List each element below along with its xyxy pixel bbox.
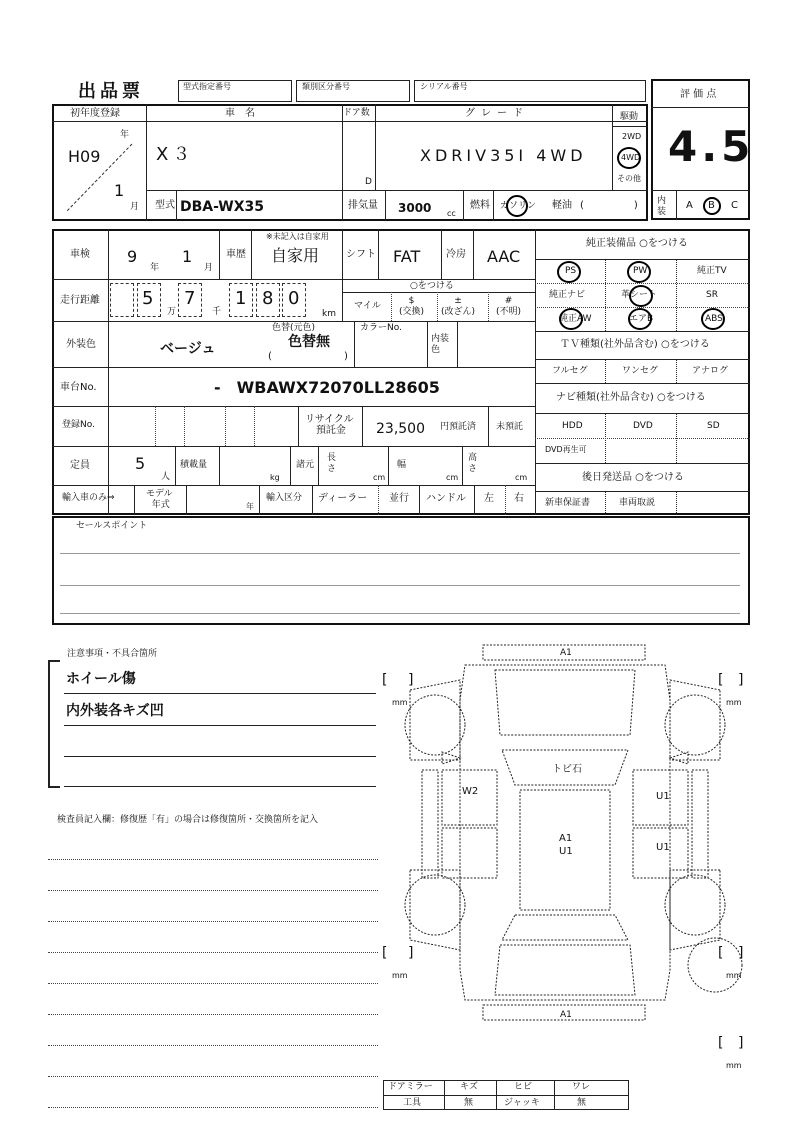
first-reg-year-unit: 年 — [120, 130, 130, 140]
notes-bracket — [48, 660, 60, 788]
legend-r2-c3: ジャッキ — [504, 1098, 540, 1108]
dims-length: 長 さ — [327, 453, 337, 474]
dealer-label: ディーラー — [318, 493, 368, 504]
navi-sd: SD — [707, 421, 720, 431]
reg-no-label: 登録No. — [62, 420, 95, 430]
interior-grade-c: C — [731, 200, 738, 211]
doors-unit: D — [365, 177, 372, 187]
doors-label: ドア数 — [343, 108, 370, 118]
meter-unknown: # (不明) — [496, 296, 522, 317]
drive-label: 駆動 — [620, 112, 639, 122]
ac-label: 冷房 — [446, 249, 466, 260]
interior-grade-selected-circle — [703, 197, 721, 215]
equip-sr: SR — [706, 290, 718, 300]
dvd-play: DVD再生可 — [545, 445, 587, 454]
load-label: 積載量 — [180, 460, 208, 470]
capacity-label: 定員 — [70, 460, 90, 471]
inspection-month: 1 — [182, 247, 193, 266]
import-only-label: 輸入車のみ⇒ — [62, 493, 115, 503]
fuel-label: 燃料 — [470, 200, 490, 211]
meter-mile: マイル — [354, 301, 381, 311]
mark-rear-bumper: A1 — [560, 1010, 572, 1020]
mark-front-bumper: A1 — [560, 648, 572, 658]
model-value: DBA-WX35 — [180, 199, 265, 215]
later-warranty: 新車保証書 — [545, 498, 591, 508]
equip-tv: 純正TV — [697, 266, 727, 276]
capacity-value: 5 — [135, 454, 146, 473]
history-note: ※未記入は自家用 — [266, 232, 329, 241]
mileage-digit-1: 5 — [142, 288, 154, 309]
drive-2wd: 2WD — [622, 132, 642, 141]
model-label: 型式 — [155, 200, 175, 211]
sales-point-box — [52, 516, 750, 625]
dims-length-cm: cm — [373, 473, 386, 482]
import-class-label: 輸入区分 — [266, 493, 303, 503]
legend-r1-c3: ヒビ — [514, 1082, 533, 1092]
rating-label: 評 価 点 — [680, 89, 717, 100]
class-label: 類別区分番号 — [302, 82, 350, 91]
first-reg-slash — [62, 140, 136, 216]
notes-line-2: 内外装各キズ凹 — [66, 703, 164, 719]
equip-ps: PS — [565, 266, 577, 276]
mileage-digit-4: 8 — [262, 288, 274, 309]
tv-title: ＴＶ種類(社外品含む) ○をつける — [560, 339, 710, 350]
mileage-digit-5: 0 — [288, 288, 300, 309]
meter-note: ○をつける — [410, 281, 454, 291]
car-name: X３ — [156, 144, 195, 165]
interior-grade-a: A — [686, 200, 693, 211]
tv-fullseg: フルセグ — [552, 366, 588, 376]
recycle-label: リサイクル 預託金 — [305, 414, 354, 436]
navi-dvd: DVD — [633, 421, 653, 431]
color-label: 外装色 — [66, 339, 96, 350]
model-year-unit: 年 — [246, 502, 254, 511]
history-value: 自家用 — [271, 246, 320, 265]
fuel-gasoline: ガソリン — [500, 201, 537, 211]
mark-right-rear-door: U1 — [656, 842, 670, 853]
shift-label: シフト — [346, 249, 376, 260]
color-value: ベージュ — [160, 341, 216, 357]
drive-4wd: 4WD — [621, 153, 641, 162]
legend-r2-c1: 工具 — [403, 1098, 422, 1108]
chassis-label: 車台No. — [60, 382, 97, 393]
mileage-digit-2: 7 — [184, 288, 196, 309]
displacement-label: 排気量 — [348, 200, 378, 211]
displacement-value: 3000 — [398, 201, 432, 215]
interior-grade-b: B — [708, 200, 715, 211]
legend-r1-c2: キズ — [460, 1082, 478, 1092]
equip-leather: 革シート — [621, 290, 658, 300]
dims-height: 高 さ — [468, 453, 478, 474]
tv-oneseg: ワンセグ — [622, 366, 659, 376]
drive-other: その他 — [617, 174, 641, 183]
notes-line-1: ホイール傷 — [66, 671, 136, 687]
dims-label: 諸元 — [296, 460, 315, 470]
navi-hdd: HDD — [562, 421, 583, 431]
mm-spare: mm — [726, 1061, 742, 1070]
legend-r1-c1: ドアミラー — [388, 1082, 433, 1092]
mark-roof: A1 U1 — [559, 833, 573, 857]
fuel-other: ( ) — [580, 200, 638, 211]
fuel-selected-circle — [506, 195, 528, 217]
mm-rear-right: mm — [726, 971, 742, 980]
mileage-digit-3: 1 — [235, 288, 247, 309]
serial-label: シリアル番号 — [420, 82, 468, 91]
inspection-year: 9 — [127, 247, 138, 266]
legend-r2-c4: 無 — [577, 1098, 587, 1108]
notes-label: 注意事項・不具合箇所 — [67, 649, 158, 659]
handle-right: 右 — [514, 493, 524, 504]
sheet-title: 出品票 — [78, 81, 144, 102]
later-title: 後日発送品 ○をつける — [582, 472, 684, 483]
car-diagram — [380, 640, 750, 1100]
displacement-unit: cc — [447, 209, 456, 218]
interior-label: 内 装 — [657, 196, 667, 217]
handle-left: 左 — [484, 493, 494, 504]
inspection-label: 車検 — [70, 249, 90, 260]
parallel-label: 並行 — [389, 493, 409, 504]
ac-value: AAC — [487, 247, 521, 266]
grade-value: XDRIV35I 4WD — [420, 146, 587, 165]
dims-width-cm: cm — [446, 473, 459, 482]
dims-height-cm: cm — [515, 473, 528, 482]
handle-label: ハンドル — [426, 493, 466, 504]
equip-pw: PW — [633, 266, 648, 276]
inspector-label: 検査員記入欄：修復歴「有」の場合は修復箇所・交換箇所を記入 — [57, 815, 319, 825]
mark-right-front-door: U1 — [656, 791, 670, 802]
shift-value: FAT — [393, 247, 421, 266]
mark-left-front-door: W2 — [462, 786, 479, 797]
navi-title: ナビ種類(社外品含む) ○をつける — [556, 392, 706, 403]
chassis-value: - WBAWX72070LL28605 — [214, 378, 440, 397]
equip-abs: ABS — [705, 314, 723, 324]
model-year-label: モデル 年式 — [146, 489, 173, 510]
mileage-km: km — [322, 309, 336, 319]
first-reg-year: H09 — [68, 147, 101, 166]
capacity-unit: 人 — [161, 472, 171, 482]
mileage-sen: 千 — [212, 307, 222, 317]
history-label: 車歴 — [226, 249, 246, 260]
mm-front-left: mm — [392, 698, 408, 707]
recycle-unit: 円預託済 — [440, 422, 477, 432]
mark-windshield: トビ石 — [552, 764, 582, 775]
legend-r1-c4: ワレ — [572, 1082, 591, 1092]
color-change-label: 色替(元色) — [272, 323, 316, 333]
mileage-man: 万 — [167, 307, 177, 317]
first-reg-month-unit: 月 — [130, 202, 140, 212]
tv-analog: アナログ — [692, 366, 729, 376]
mm-front-right: mm — [726, 698, 742, 707]
grade-label: グレード — [465, 108, 529, 119]
color-no-label: カラーNo. — [360, 323, 402, 333]
first-reg-month: 1 — [114, 181, 125, 200]
type-cert-label: 型式指定番号 — [183, 82, 231, 91]
drive-selected-circle — [617, 147, 641, 169]
rating-value: 4.5 — [668, 122, 755, 171]
inspection-month-unit: 月 — [204, 263, 214, 273]
color-change-value: 色替無 — [288, 334, 330, 350]
later-manual: 車両取説 — [619, 498, 656, 508]
mileage-label: 走行距離 — [60, 295, 100, 306]
dims-width: 幅 — [397, 460, 407, 470]
load-kg: kg — [270, 473, 280, 482]
equipment-title: 純正装備品 ○をつける — [586, 238, 688, 249]
equip-navi: 純正ナビ — [549, 290, 586, 300]
interior-color-label: 内装 色 — [431, 334, 450, 355]
recycle-value: 23,500 — [376, 421, 425, 437]
first-reg-label: 初年度登録 — [70, 108, 120, 119]
equip-aw: 純正AW — [559, 314, 592, 324]
car-name-label: 車 名 — [225, 108, 255, 119]
inspection-year-unit: 年 — [150, 263, 160, 273]
equip-airbag: エアB — [629, 314, 654, 324]
legend-r2-c2: 無 — [464, 1098, 474, 1108]
meter-modified: ± (改ざん) — [441, 296, 476, 317]
fuel-diesel: 軽油 — [552, 200, 572, 211]
mm-rear-left: mm — [392, 971, 408, 980]
recycle-not: 未預託 — [496, 422, 524, 432]
sales-point-label: セールスポイント — [76, 521, 148, 531]
meter-exchange: $ (交換) — [399, 296, 425, 317]
